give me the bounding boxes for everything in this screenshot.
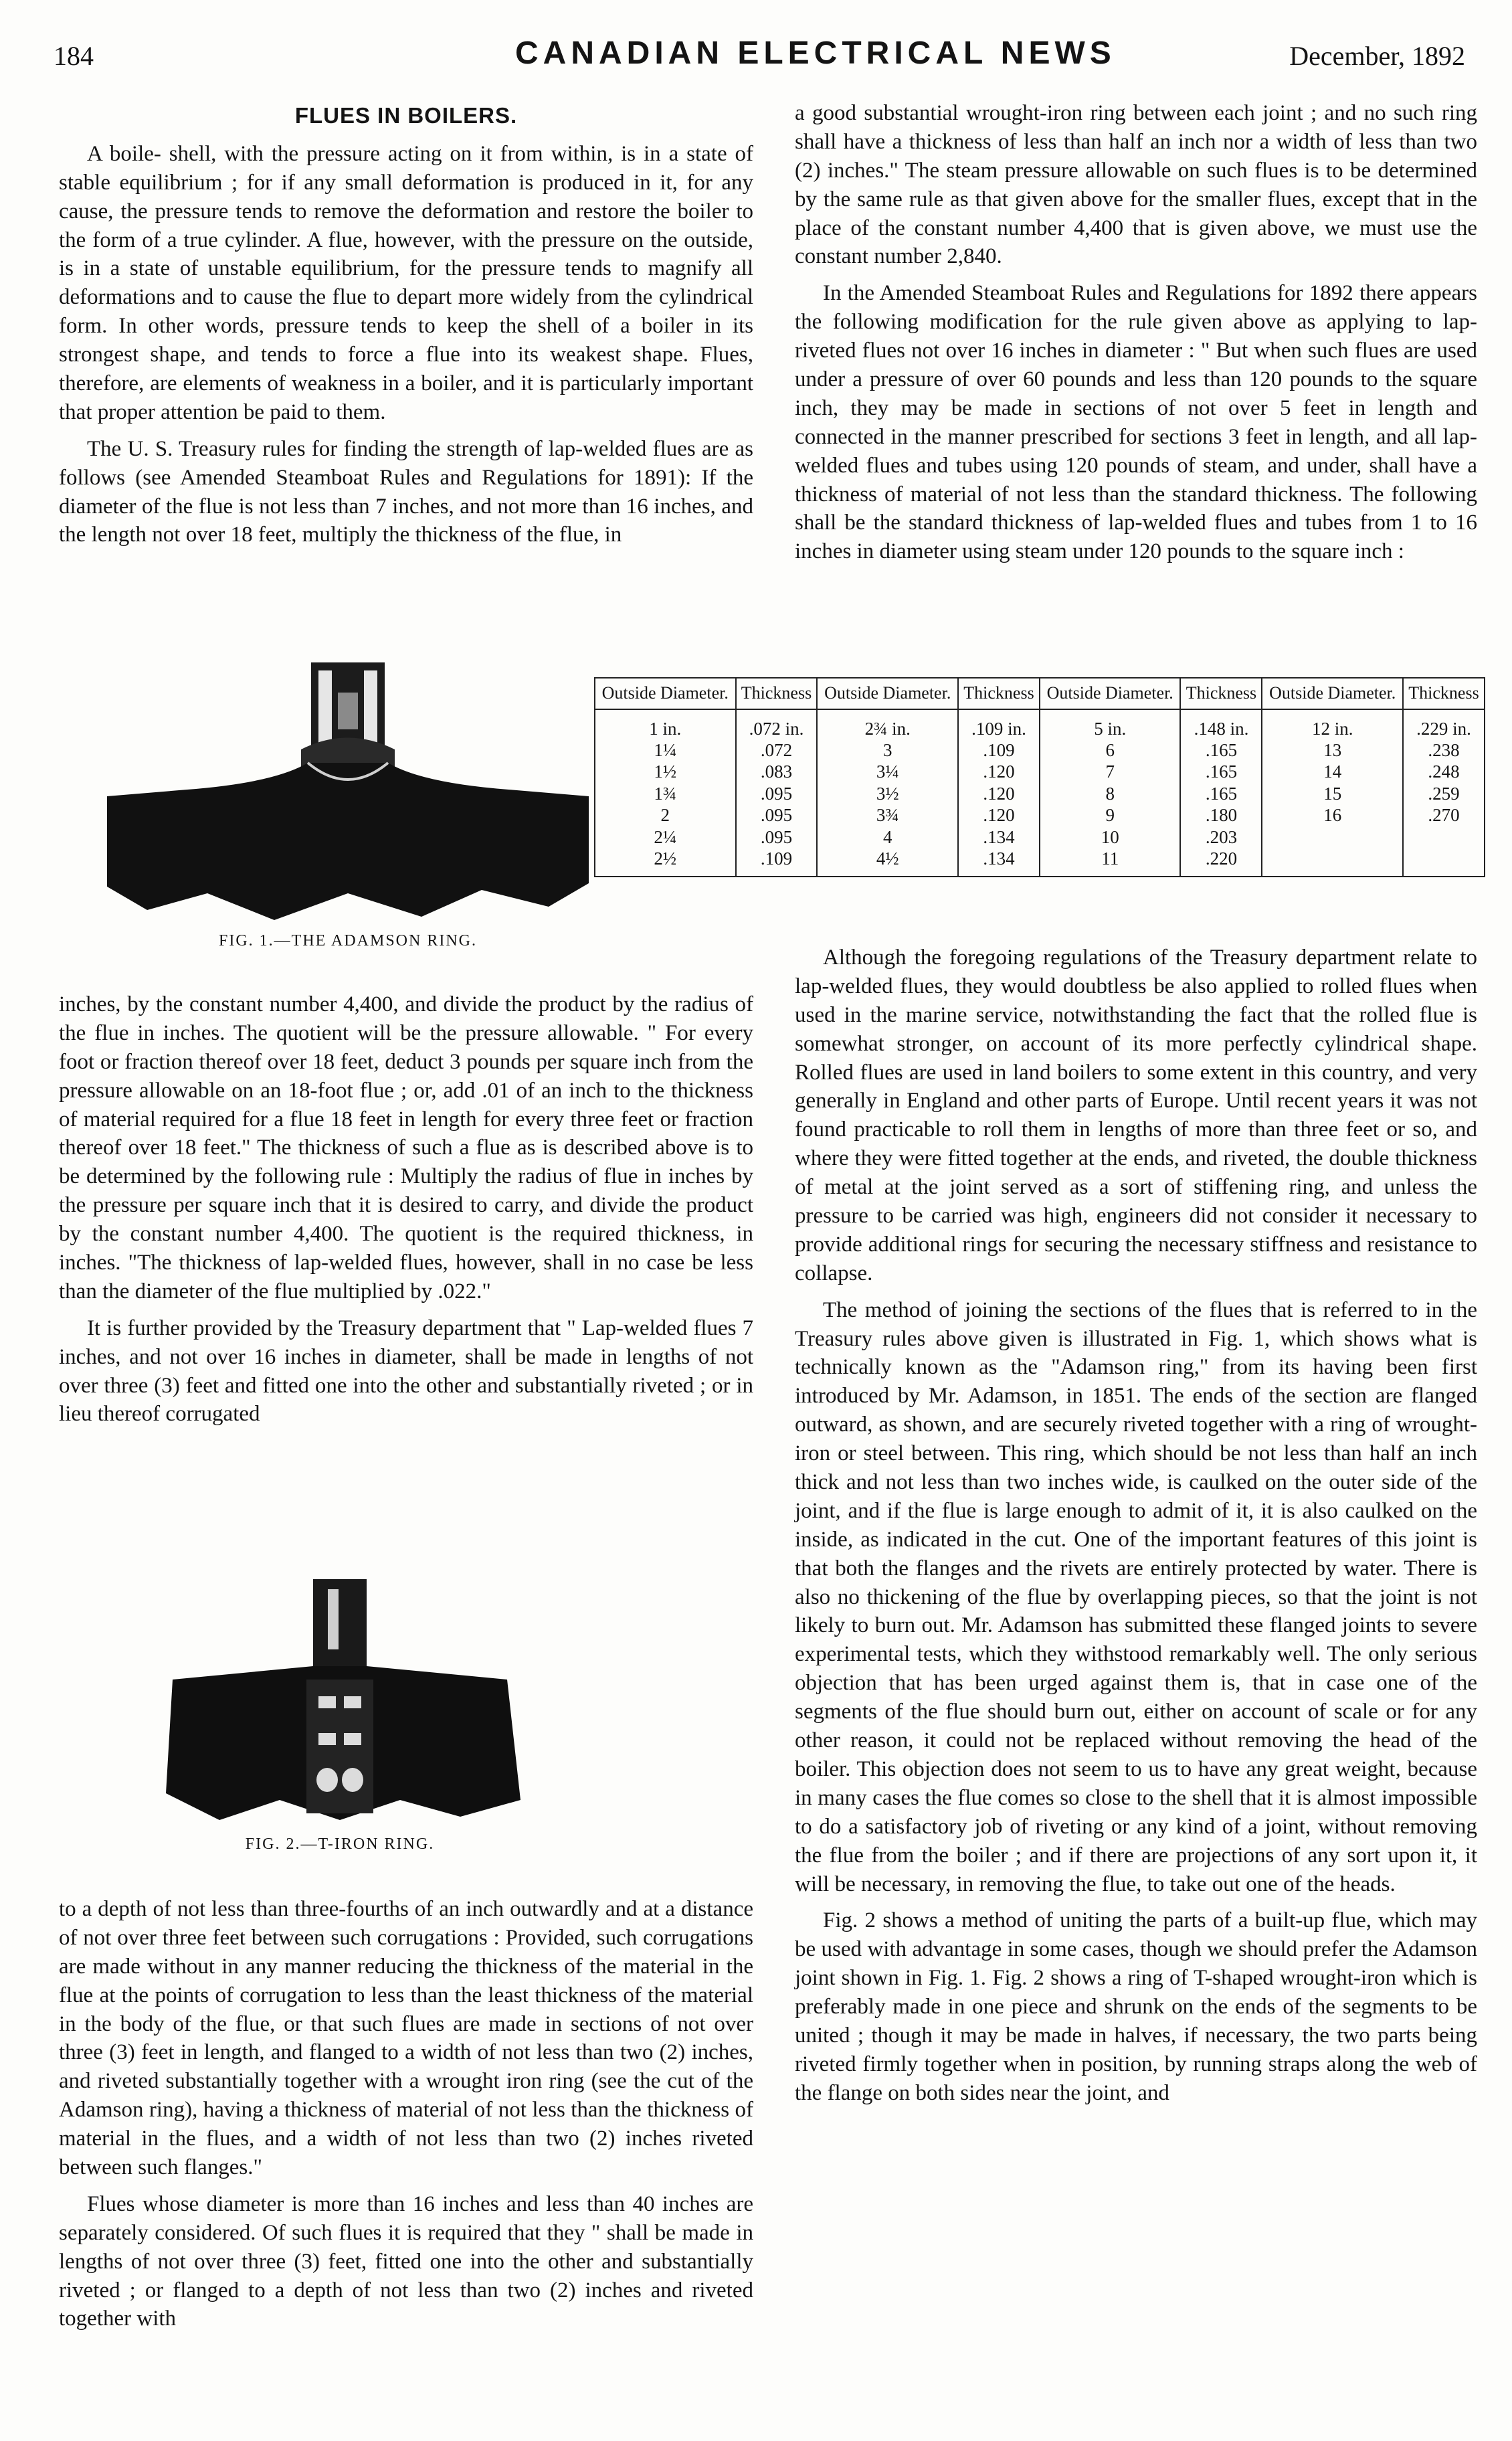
table-cell: .120 bbox=[958, 761, 1040, 782]
paragraph: In the Amended Steamboat Rules and Regulations for 1892 there appears the following modification for the rule given above as applying to lap-riveted flues not over 16 inches in diameter : " But when such flues are used under a pressure of over 60 pounds and less than 120 pounds to the square inch, they may be made in sections of not over 5 feet in length and connected in the manner prescribed for sections 3 feet in length, and all lap-welded flues and tubes using 120 pounds of steam, and under, shall have a thickness of material of not less than the standard thickness. The following shall be the standard thickness of lap-welded flues and tubes from 1 to 16 inches in diameter using steam under 120 pounds to the square inch : bbox=[795, 281, 1477, 564]
table-cell: 3½ bbox=[817, 783, 958, 804]
table-header: Thickness bbox=[736, 678, 818, 709]
table-cell: .120 bbox=[958, 783, 1040, 804]
figure-t-iron-ring bbox=[146, 1579, 534, 1860]
table-cell: .165 bbox=[1180, 761, 1262, 782]
table-cell: .238 bbox=[1403, 739, 1485, 761]
table-cell: .072 in. bbox=[736, 709, 818, 739]
table-cell: .134 bbox=[958, 826, 1040, 848]
paragraph: Although the foregoing regulations of the Treasury department relate to lap-welded flues, they would doubtless be also applied to rolled flues when used in the marine service, notwithstanding the fact that the rolled flue is somewhat stronger, on account of its more perfectly cylindrical shape. Rolled flues are used in land boilers to some extent in this country, and very generally in England and other parts of Europe. Until recent years it was not found practicable to roll them in lengths of more than three feet or so, and where they were fitted together at the ends, and riveted, the double thickness of metal at the joint served as a sort of stiffening ring, and unless the pressure to be carried was high, engineers did not consider it necessary to provide additional rings for securing the necessary stiffness and resistance to collapse. bbox=[795, 945, 1477, 1285]
paragraph: Fig. 2 shows a method of uniting the parts of a built-up flue, which may be used with advantage in some cases, though we should prefer the Adamson joint shown in Fig. 1. Fig. 2 shows a ring of T-shaped wrought-iron which is preferably made in one piece and shrunk on the ends of the segments to be united ; though it may be made in halves, if necessary, the two parts being riveted firmly together when in position, by running straps along the web of the flange on both sides near the joint, and bbox=[795, 1908, 1477, 2105]
table-row bbox=[595, 848, 1485, 877]
table-cell: .072 bbox=[736, 739, 818, 761]
paragraph: A boile- shell, with the pressure acting on it from within, is in a state of stable equilibrium ; for if any small deformation is produced in it, for any cause, the pressure tends to remove the deformation and restore the boiler to the form of a true cylinder. A flue, however, with the pressure on the outside, is in a state of unstable equilibrium, for the pressure tends to magnify all deformations and to cause the flue to depart more widely from the cylindrical form. In other words, pressure tends to keep the shell of a boiler in its strongest shape, and tends to force a flue into its weakest shape. Flues, therefore, are elements of weakness in a boiler, and it is particularly important that proper attention be paid to them. bbox=[59, 141, 753, 424]
paragraph: inches, by the constant number 4,400, and divide the product by the radius of the flue in inches. The quotient will be the pressure allowable. " For every foot or fraction thereof over 18 feet, deduct 3 pounds per square inch from the pressure allowable on an 18-foot flue ; or, add .01 of an inch to the thickness of material required for a flue 18 feet in length for every three feet or fraction thereof over 18 feet." The thickness of such a flue as is described above is to be determined by the following rule : Multiply the radius of flue in inches by the pressure per square inch that it is desired to carry, and divide the product by the constant number 4,400. The quotient is the required thickness, in inches. "The thickness of lap-welded flues, however, shall in no case be less than the diameter of the flue multiplied by .022." bbox=[59, 992, 753, 1303]
table-cell: 14 bbox=[1262, 761, 1403, 782]
table-cell: .248 bbox=[1403, 761, 1485, 782]
table-cell: .165 bbox=[1180, 739, 1262, 761]
table-cell: 9 bbox=[1040, 804, 1181, 826]
table-cell bbox=[1403, 848, 1485, 877]
table-row bbox=[595, 761, 1485, 782]
table-cell: .229 in. bbox=[1403, 709, 1485, 739]
table-header: Outside Diameter. bbox=[1262, 678, 1403, 709]
table-cell: .109 bbox=[958, 739, 1040, 761]
table-cell: 4 bbox=[817, 826, 958, 848]
table-cell: .095 bbox=[736, 804, 818, 826]
table-header: Outside Diameter. bbox=[595, 678, 736, 709]
table-row bbox=[595, 709, 1485, 739]
paragraph: to a depth of not less than three-fourths of an inch outwardly and at a distance of not over three feet between such corrugations : Provided, such corrugations are made without in any manner reducing the thickness of the material in the flue at the points of corrugation to less than the least thickness of the material in the body of the flue, or that such flues are made in sections of not over three (3) feet in length, and flanged to a width of not less than two (2) inches, and riveted substantially together with a wrought iron ring (see the cut of the Adamson ring), having a thickness of material of not less than the thickness of material in the flues, and a width of not less than two (2) inches riveted between such flanges." bbox=[59, 1897, 753, 2180]
table-cell: 3¼ bbox=[817, 761, 958, 782]
table-cell: .095 bbox=[736, 783, 818, 804]
table-cell: .203 bbox=[1180, 826, 1262, 848]
table-row bbox=[595, 804, 1485, 826]
table-cell: 1 in. bbox=[595, 709, 736, 739]
table-header: Outside Diameter. bbox=[817, 678, 958, 709]
figure-caption: FIG. 2.—T-IRON RING. bbox=[245, 1835, 435, 1853]
right-column-top bbox=[795, 99, 1477, 574]
table-cell: 2 bbox=[595, 804, 736, 826]
table-cell: .180 bbox=[1180, 804, 1262, 826]
table-cell: 1½ bbox=[595, 761, 736, 782]
figure-caption: FIG. 1.—THE ADAMSON RING. bbox=[218, 932, 477, 950]
paragraph: The method of joining the sections of the flues that is referred to in the Treasury rules above given is illustrated in Fig. 1, which shows what is technically known as the "Adamson ring," from its having been first introduced by Mr. Adamson, in 1851. The ends of the section are flanged outward, as shown, and are securely riveted together with a ring of wrought-iron or steel between. This ring, which should be not less than half an inch thick and not less than two inches wide, is caulked on the outer side of the joint, and if the flue is large enough to admit of it, it is also caulked on the inside, as indicated in the cut. One of the important features of this joint is that both the flanges and the rivets are entirely protected by water. There is also no thickening of the flue by overlapping pieces, so that the joint is not likely to burn out. Mr. Adamson has submitted these flanged joints to severe experimental tests, which they withstood remarkably well. The only serious objection that has been urged against them is, that in case one of the segments of the flue should burn out, either on account of scale or for any other reason, it could not be replaced without removing the head of the boiler. This objection does not seem to us to have any great weight, because in many cases the flue comes so close to the shell that it is almost impossible to do a satisfactory job of riveting or any kind of a joint, without removing the flue from the boiler ; and if there are projections of any sort upon it, it will be necessary, in removing the flue, to take out one of the heads. bbox=[795, 1297, 1477, 1896]
table-cell: 3¾ bbox=[817, 804, 958, 826]
table-cell: 1¾ bbox=[595, 783, 736, 804]
table-cell: .109 bbox=[736, 848, 818, 877]
table-cell bbox=[1403, 826, 1485, 848]
table-cell bbox=[1262, 826, 1403, 848]
table-cell: 11 bbox=[1040, 848, 1181, 877]
table-cell: 8 bbox=[1040, 783, 1181, 804]
table-header: Thickness bbox=[1180, 678, 1262, 709]
table-cell: .148 in. bbox=[1180, 709, 1262, 739]
table-row bbox=[595, 826, 1485, 848]
table-cell: .095 bbox=[736, 826, 818, 848]
table-cell: 16 bbox=[1262, 804, 1403, 826]
left-column-bottom bbox=[59, 1895, 753, 2341]
left-column-top bbox=[59, 99, 753, 557]
paragraph: It is further provided by the Treasury department that " Lap-welded flues 7 inches, and not over 16 inches in diameter, shall be made in lengths of not over three (3) feet and fitted one into the other and substantially riveted ; or in lieu thereof corrugated bbox=[59, 1316, 753, 1427]
table-cell: 12 in. bbox=[1262, 709, 1403, 739]
issue-date: December, 1892 bbox=[1289, 41, 1465, 71]
table-cell: .083 bbox=[736, 761, 818, 782]
table-cell: .270 bbox=[1403, 804, 1485, 826]
table-cell: 3 bbox=[817, 739, 958, 761]
masthead: CANADIAN ELECTRICAL NEWS bbox=[515, 35, 1116, 71]
left-column-middle bbox=[59, 990, 753, 1437]
table-header: Outside Diameter. bbox=[1040, 678, 1181, 709]
table-cell: 15 bbox=[1262, 783, 1403, 804]
table-header: Thickness bbox=[1403, 678, 1485, 709]
table-cell: 2¼ bbox=[595, 826, 736, 848]
table-row bbox=[595, 783, 1485, 804]
article-title: FLUES IN BOILERS. bbox=[294, 103, 518, 128]
table-cell: 1¼ bbox=[595, 739, 736, 761]
table-cell: 4½ bbox=[817, 848, 958, 877]
table-header-row bbox=[595, 678, 1485, 709]
figure-adamson-ring bbox=[107, 662, 589, 964]
paragraph: Flues whose diameter is more than 16 inches and less than 40 inches are separately considered. Of such flues it is required that they " shall be made in lengths of not over three (3) feet, fitted one into the other and substantially riveted ; or flanged to a depth of not less than two (2) inches and riveted together with bbox=[59, 2191, 753, 2331]
table-cell: 10 bbox=[1040, 826, 1181, 848]
standard-thickness-table bbox=[594, 677, 1485, 877]
page-number: 184 bbox=[54, 41, 94, 71]
right-column-bottom bbox=[795, 943, 1477, 2116]
table-cell: 13 bbox=[1262, 739, 1403, 761]
adamson-ring-illustration bbox=[107, 662, 589, 923]
table-cell: 6 bbox=[1040, 739, 1181, 761]
table-row bbox=[595, 739, 1485, 761]
table-cell: 7 bbox=[1040, 761, 1181, 782]
table-cell bbox=[1262, 848, 1403, 877]
page-header bbox=[0, 0, 1512, 79]
paragraph: The U. S. Treasury rules for finding the strength of lap-welded flues are as follows (see Amended Steamboat Rules and Regulations for 1891): If the diameter of the flue is not less than 7 inches, and not more than 16 inches, and the length not over 18 feet, multiply the thickness of the flue, in bbox=[59, 436, 753, 547]
table-cell: .220 bbox=[1180, 848, 1262, 877]
table-cell: 2½ bbox=[595, 848, 736, 877]
t-iron-ring-illustration bbox=[146, 1579, 534, 1827]
table-cell: .120 bbox=[958, 804, 1040, 826]
table-cell: 5 in. bbox=[1040, 709, 1181, 739]
table-cell: .259 bbox=[1403, 783, 1485, 804]
table-cell: .134 bbox=[958, 848, 1040, 877]
paragraph: a good substantial wrought-iron ring between each joint ; and no such ring shall have a thickness of less than half an inch nor a width of less than two (2) inches." The steam pressure allowable on such flues is to be determined by the same rule as that given above for the smaller flues, except that in the place of the constant number 4,400 that is given above, we must use the constant number 2,840. bbox=[795, 101, 1477, 269]
table-cell: .109 in. bbox=[958, 709, 1040, 739]
table-header: Thickness bbox=[958, 678, 1040, 709]
table-cell: .165 bbox=[1180, 783, 1262, 804]
table-cell: 2¾ in. bbox=[817, 709, 958, 739]
